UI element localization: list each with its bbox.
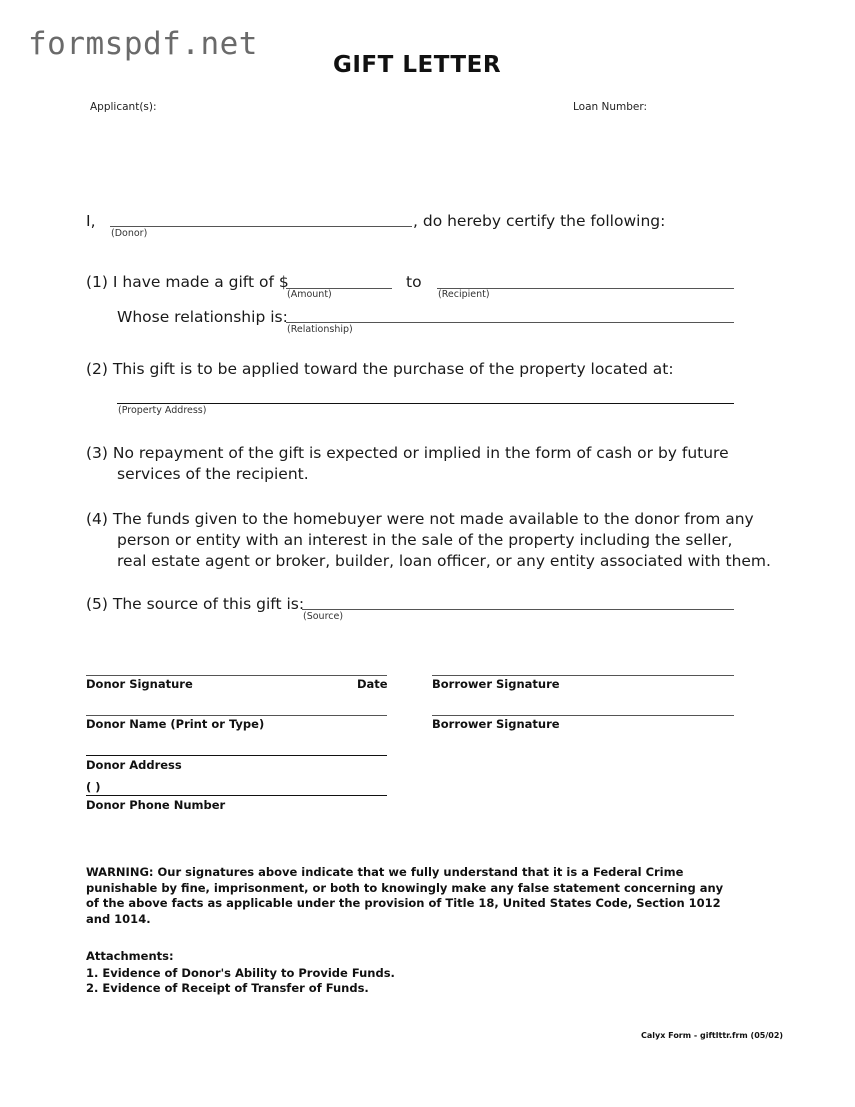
- donor-signature-line[interactable]: [86, 675, 387, 676]
- donor-name-line[interactable]: [86, 715, 387, 716]
- donor-name-label: Donor Name (Print or Type): [86, 717, 265, 731]
- page-title: GIFT LETTER: [333, 52, 502, 78]
- warning-text: WARNING: Our signatures above indicate that we fully understand that it is a Federal Crime punishable by fine, imprisonment, or both to knowingly make any false statement concerning any of the above facts as applicable under the provision of Title 18, United States Code, Section 1012 and 1014.: [86, 865, 724, 926]
- donor-phone-line[interactable]: [86, 795, 387, 796]
- borrower-signature-line-1[interactable]: [432, 675, 734, 676]
- watermark: formspdf.net: [28, 26, 258, 62]
- item3-line1: (3) No repayment of the gift is expected or implied in the form of cash or by future: [86, 444, 729, 462]
- donor-caption: (Donor): [111, 228, 148, 239]
- donor-address-line[interactable]: [86, 755, 387, 756]
- recipient-caption: (Recipient): [438, 289, 490, 300]
- donor-signature-label: Donor Signature: [86, 677, 193, 691]
- attachments-heading: Attachments:: [86, 949, 174, 963]
- loan-number-label: Loan Number:: [573, 101, 648, 113]
- item5-text: (5) The source of this gift is:: [86, 595, 305, 613]
- relationship-text: Whose relationship is:: [117, 308, 288, 326]
- certify-prefix: I,: [86, 212, 96, 230]
- borrower-signature-label-2: Borrower Signature: [432, 717, 560, 731]
- form-footer: Calyx Form - giftlttr.frm (05/02): [641, 1031, 784, 1040]
- attachment-item: 1. Evidence of Donor's Ability to Provide Funds.: [86, 966, 395, 980]
- date-label: Date: [357, 677, 388, 691]
- relationship-caption: (Relationship): [287, 324, 353, 335]
- item2-text: (2) This gift is to be applied toward the purchase of the property located at:: [86, 360, 674, 378]
- address-caption: (Property Address): [118, 405, 207, 416]
- borrower-signature-label-1: Borrower Signature: [432, 677, 560, 691]
- property-address-field[interactable]: [117, 403, 734, 404]
- applicants-label: Applicant(s):: [90, 101, 157, 113]
- donor-phone-label: Donor Phone Number: [86, 798, 226, 812]
- item1-text: (1) I have made a gift of $: [86, 273, 289, 291]
- donor-field[interactable]: [110, 226, 412, 227]
- borrower-signature-line-2[interactable]: [432, 715, 734, 716]
- item4-line1: (4) The funds given to the homebuyer were not made available to the donor from any: [86, 510, 754, 528]
- certify-suffix: , do hereby certify the following:: [413, 212, 666, 230]
- source-caption: (Source): [303, 611, 344, 622]
- donor-address-label: Donor Address: [86, 758, 182, 772]
- source-field[interactable]: [302, 609, 734, 610]
- phone-area-code: ( ): [86, 780, 101, 794]
- item4-line2: person or entity with an interest in the sale of the property including the seller,: [117, 531, 733, 549]
- amount-caption: (Amount): [287, 289, 332, 300]
- item3-line2: services of the recipient.: [117, 465, 309, 483]
- item4-line3: real estate agent or broker, builder, loan officer, or any entity associated with them.: [117, 552, 771, 570]
- relationship-field[interactable]: [286, 322, 734, 323]
- attachment-item: 2. Evidence of Receipt of Transfer of Funds.: [86, 981, 369, 995]
- item1-to: to: [406, 273, 422, 291]
